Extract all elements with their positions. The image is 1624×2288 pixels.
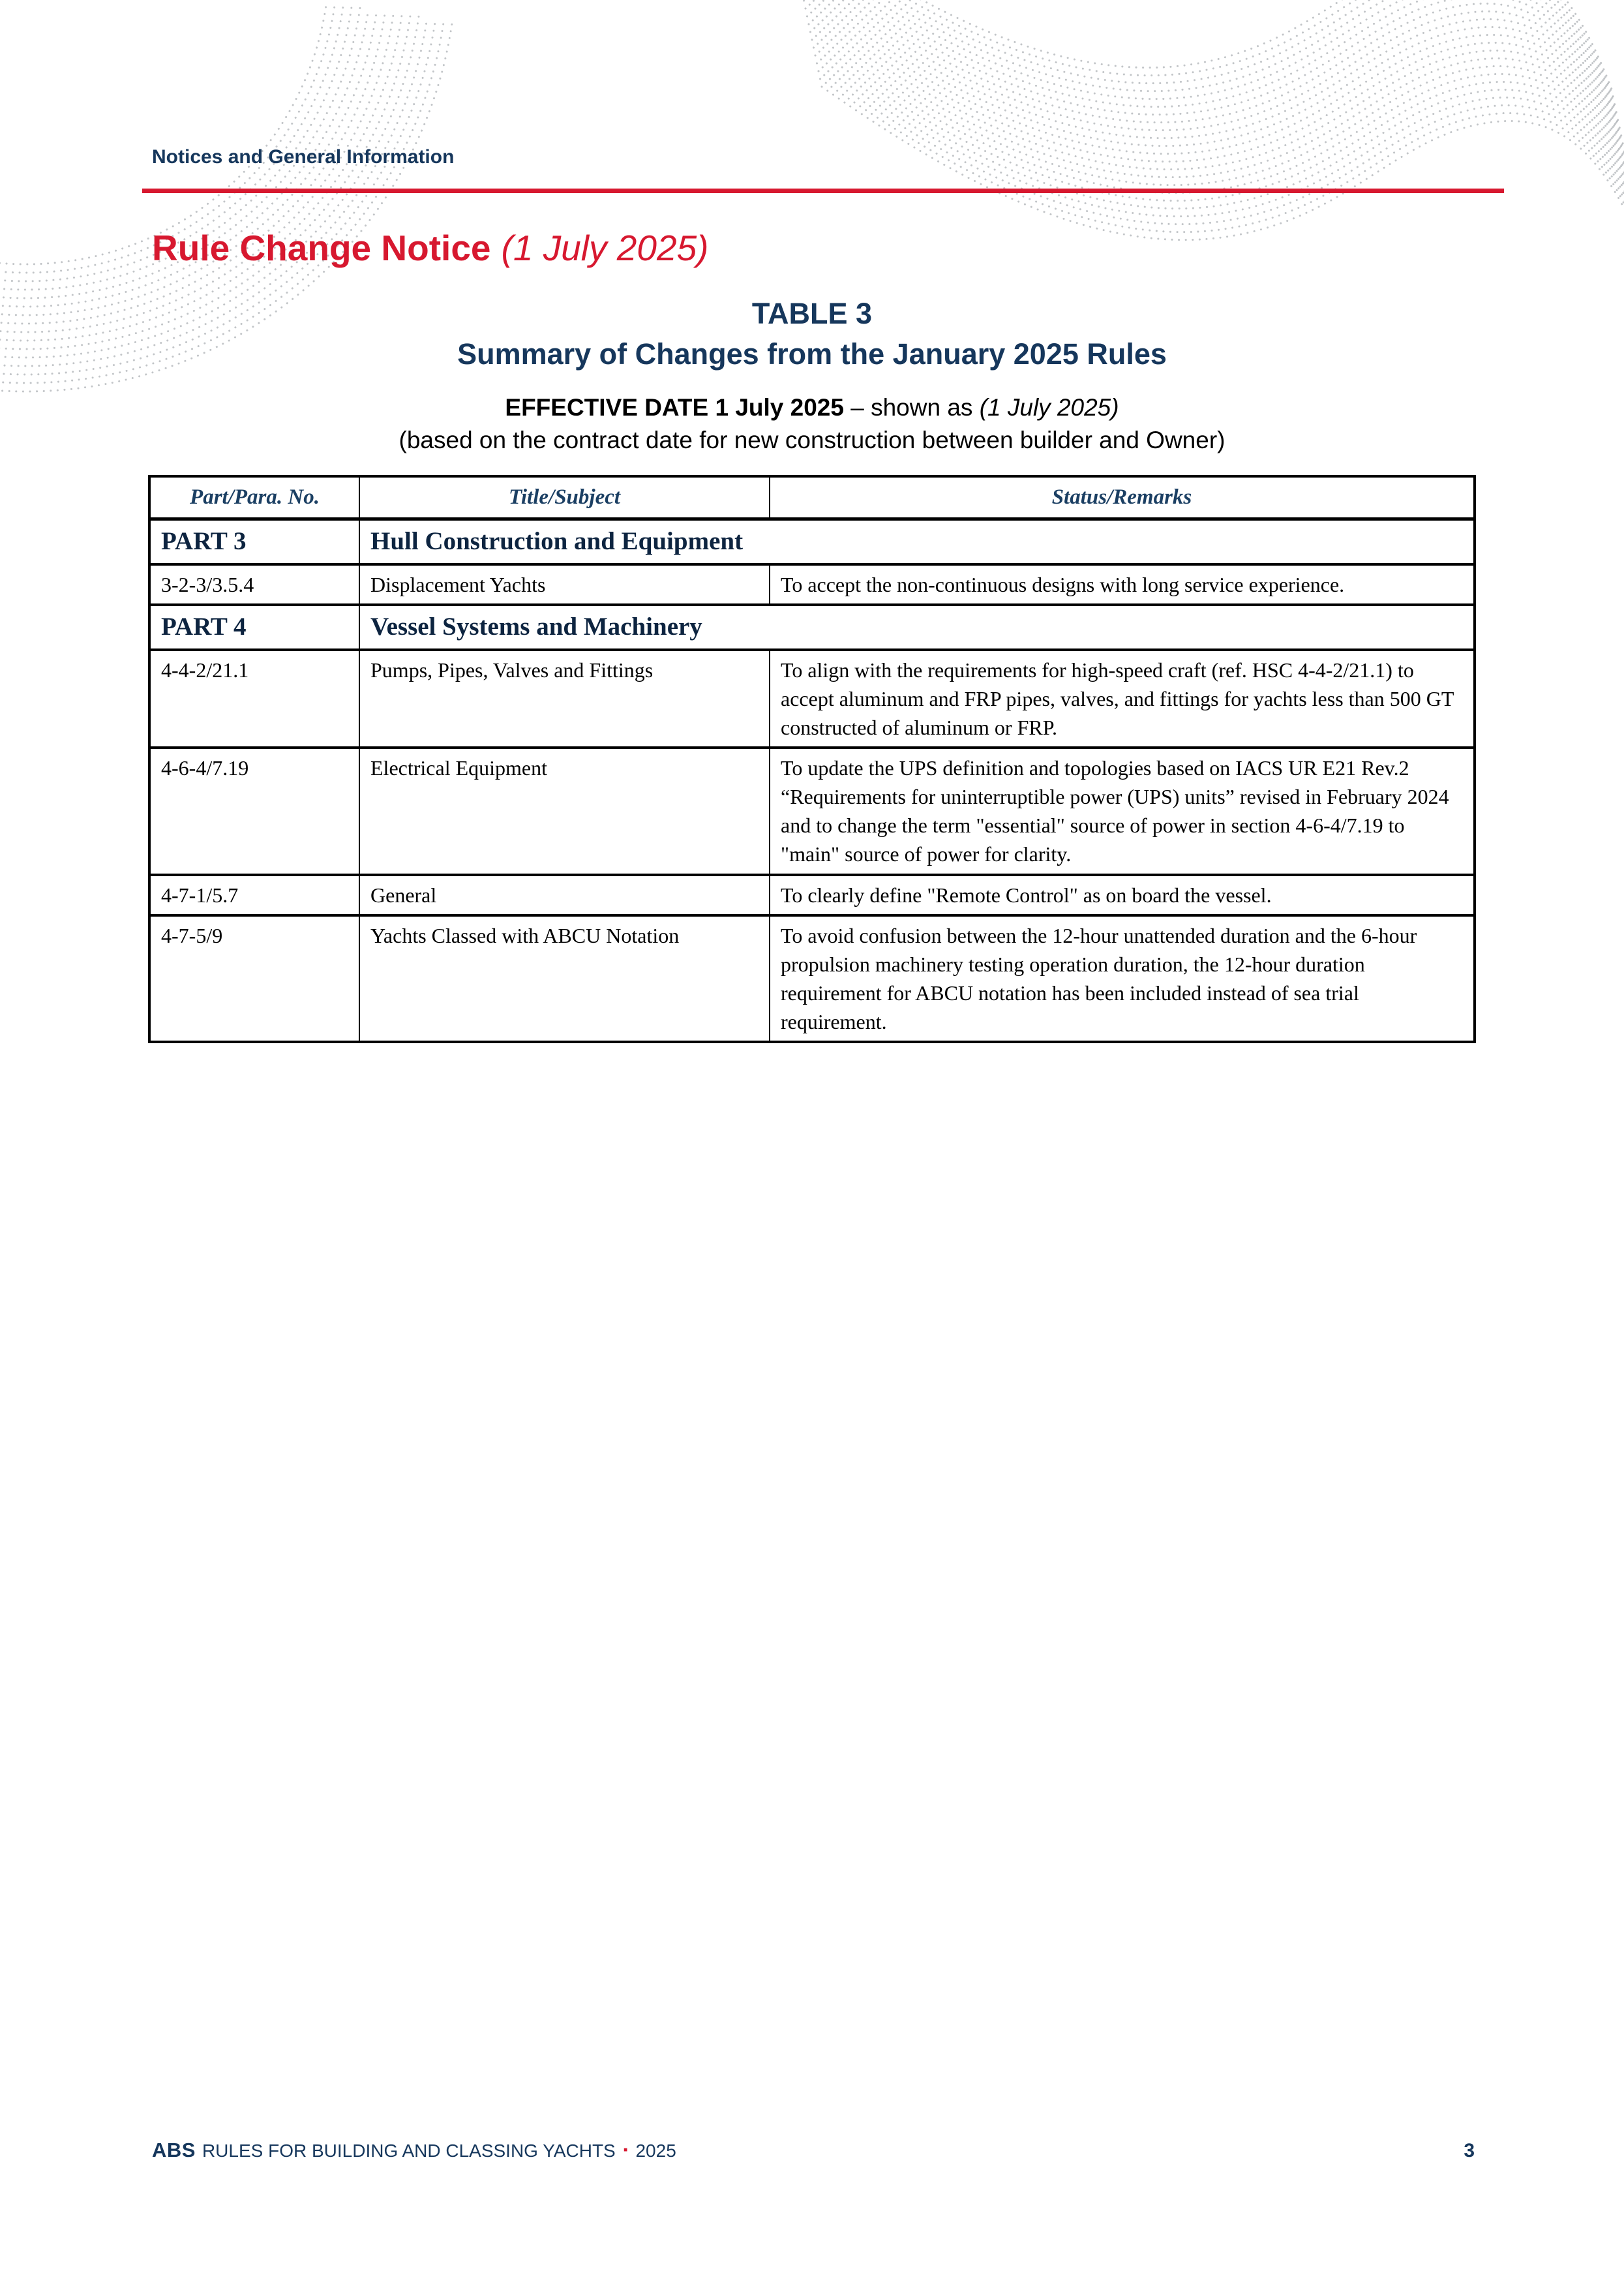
cell-status-remarks: To clearly define "Remote Control" as on board the vessel. (770, 875, 1475, 915)
table-body (149, 519, 1475, 1042)
running-head: Notices and General Information (152, 146, 455, 168)
effective-date-bold: EFFECTIVE DATE 1 July 2025 (505, 394, 844, 421)
cell-part-para-no: 4-6-4/7.19 (149, 748, 359, 875)
col-part-para-no: Part/Para. No. (149, 476, 359, 519)
cell-status-remarks: To avoid confusion between the 12-hour unattended duration and the 6-hour propulsion machinery testing operation duration, the 12-hour duration requirement for ABCU notation has been included instead of sea trial requirement. (770, 915, 1475, 1043)
page-title (152, 228, 708, 268)
page-footer (152, 2139, 1475, 2162)
cell-part-para-no: 4-4-2/21.1 (149, 650, 359, 748)
cell-status-remarks: To update the UPS definition and topologies based on IACS UR E21 Rev.2 “Requirements for uninterruptible power (UPS) units” revised in February 2024 and to change the term "essential" source of power in section 4-6-4/7.19 to "main" source of power for clarity. (770, 748, 1475, 875)
header-rule (142, 189, 1504, 193)
table-row (149, 875, 1475, 915)
part-row (149, 605, 1475, 650)
cell-title-subject: General (359, 875, 770, 915)
page-title-text: Rule Change Notice (152, 228, 491, 268)
table-header-row (149, 476, 1475, 519)
cell-part-para-no: 3-2-3/3.5.4 (149, 564, 359, 605)
summary-of-changes-table (148, 475, 1476, 1043)
abs-brand: ABS (152, 2139, 196, 2161)
part-number: PART 4 (149, 605, 359, 650)
part-title: Vessel Systems and Machinery (359, 605, 1475, 650)
cell-part-para-no: 4-7-5/9 (149, 915, 359, 1043)
cell-part-para-no: 4-7-1/5.7 (149, 875, 359, 915)
table-row (149, 748, 1475, 875)
cell-title-subject: Displacement Yachts (359, 564, 770, 605)
effective-basis-line: (based on the contract date for new construction between builder and Owner) (398, 427, 1226, 454)
page-number: 3 (1464, 2140, 1475, 2161)
table-row (149, 650, 1475, 748)
cell-title-subject: Yachts Classed with ABCU Notation (359, 915, 770, 1043)
effective-date-line (148, 391, 1476, 424)
part-number: PART 3 (149, 519, 359, 564)
cell-title-subject: Pumps, Pipes, Valves and Fittings (359, 650, 770, 748)
table-row (149, 564, 1475, 605)
effective-date-block (148, 391, 1476, 457)
page-title-date: (1 July 2025) (501, 228, 709, 268)
cell-title-subject: Electrical Equipment (359, 748, 770, 875)
part-title: Hull Construction and Equipment (359, 519, 1475, 564)
table-label: TABLE 3 (751, 297, 873, 330)
table-subtitle: Summary of Changes from the January 2025 Rules (457, 337, 1167, 371)
effective-date-italic: (1 July 2025) (979, 394, 1119, 421)
cell-status-remarks: To accept the non-continuous designs with long service experience. (770, 564, 1475, 605)
footer-year: 2025 (635, 2141, 676, 2161)
col-status-remarks: Status/Remarks (770, 476, 1475, 519)
footer-left (152, 2139, 676, 2162)
effective-date-mid: – shown as (843, 394, 980, 421)
col-title-subject: Title/Subject (359, 476, 770, 519)
cell-status-remarks: To align with the requirements for high-speed craft (ref. HSC 4-4-2/21.1) to accept aluminum and FRP pipes, valves, and fittings for yachts less than 500 GT constructed of aluminum or FRP. (770, 650, 1475, 748)
table-row (149, 915, 1475, 1043)
table-heading (148, 294, 1476, 374)
footer-bullet-icon: ▪ (623, 2143, 628, 2157)
part-row (149, 519, 1475, 564)
footer-title: RULES FOR BUILDING AND CLASSING YACHTS (202, 2141, 616, 2161)
